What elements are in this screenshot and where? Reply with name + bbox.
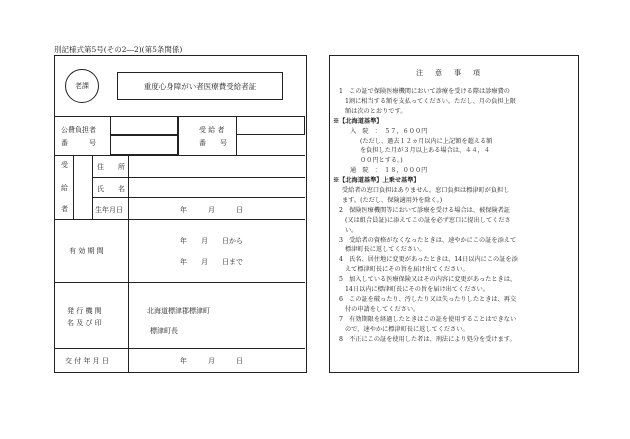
issuer-head: 標津町長 [150, 327, 178, 335]
divider [178, 116, 179, 155]
note-line: 6 この証を破ったり、汚したり又は失ったりしたときは、再交 [339, 295, 517, 303]
recipient-number-label: 番 号 [199, 139, 227, 147]
certificate-card [54, 55, 307, 373]
issuer-label: 名 及 び 印 [67, 319, 102, 327]
name-label: 氏 名 [97, 185, 125, 193]
valid-from: 年 月 日から [180, 237, 243, 245]
divider [128, 348, 129, 372]
note-line: 1 この証で保険医療機関において診療を受ける際は診療費の [339, 88, 510, 95]
recipient-side-label: 受 [61, 161, 68, 169]
note-line: い。 [345, 226, 358, 234]
note-line: 14日以内に標津町長にその旨を届け出てください。 [345, 286, 489, 293]
divider [55, 219, 305, 220]
note-line: 4 氏名、居住地に変更があったときは、14日以内にこの証を添 [339, 256, 518, 264]
divider [128, 282, 129, 348]
note-line: 1割に相当する額を支払ってください。ただし、月の負担上限 [345, 97, 516, 105]
address-label: 住 所 [97, 163, 125, 171]
note-line: 2 保険医療機関等において診療を受ける場合は、被保険者証 [339, 206, 510, 214]
divider [55, 282, 305, 283]
divider [55, 348, 305, 349]
note-line: 3 受給者の資格がなくなったときは、速やかにこの証を添えて [339, 236, 517, 244]
insurer-number-label: 公費負担者 [61, 126, 96, 134]
birthdate-value: 年 月 日 [180, 206, 243, 214]
divider [92, 155, 93, 219]
note-line: 8 不正にこの証を使用した者は、刑法により処分を受けます。 [339, 335, 516, 343]
note-line: 額は次のとおりです。 [345, 107, 407, 115]
note-line: 7 有効期限を経過したときはこの証を使用することはできない [339, 315, 517, 323]
note-line: ※【北海道基準】 [333, 117, 383, 125]
notes-title: 注意事項 [416, 69, 492, 77]
divider [128, 219, 129, 282]
note-line: ００円とする。) [360, 157, 403, 165]
recipient-side-label: 者 [61, 205, 68, 213]
issue-date-value: 年 月 日 [180, 357, 243, 365]
recipient-side-label: 給 [61, 184, 68, 192]
birthdate-label: 生年月日 [95, 206, 123, 214]
recipient-number-label: 受 給 者 [199, 126, 225, 134]
recipient-number-field[interactable] [236, 116, 305, 135]
valid-to: 年 月 日まで [180, 258, 243, 266]
note-line: ので、速やかに標津町長に返してください。 [345, 325, 469, 333]
divider [73, 155, 74, 219]
note-line: えて標津町長にその旨を届け出てください。 [345, 266, 469, 274]
insurer-number-field[interactable] [110, 135, 178, 155]
note-line: ます。(ただし、保険適用外を除く。) [342, 196, 443, 204]
note-line: 標津町長に返してください。 [345, 246, 426, 254]
note-line: 付の申請をしてください。 [345, 305, 420, 313]
note-line: 通 院 ： １８，０００円 [350, 167, 428, 175]
form-caption: 別記様式第5号(その2―2)(第5条関係) [54, 45, 183, 54]
insurer-number-field[interactable] [110, 116, 178, 135]
issue-date-label: 交 付 年 月 日 [65, 357, 109, 365]
divider [92, 197, 305, 198]
notes-card [329, 55, 579, 373]
note-line: (ただし、過去１２ヵ月以内に上記額を超える額 [360, 137, 493, 145]
certificate-title: 重度心身障がい者医療費受給者証 [117, 72, 283, 100]
note-line: 5 加入している医療保険又はその内容に変更があったときは、 [339, 276, 517, 284]
note-line: 入 院 ： ５７，６００円 [350, 127, 428, 135]
valid-period-label: 有 効 期 間 [69, 247, 104, 255]
issuer-label: 発 行 機 関 [67, 307, 102, 315]
divider [128, 155, 129, 219]
note-line: ※【北海道基準】上乗せ基準】 [333, 177, 420, 185]
divider [92, 177, 305, 178]
seal-stamp: 老課 [65, 69, 99, 103]
note-line: (又は組合員証)に添えてこの証を必ず窓口に提出してくださ [345, 216, 511, 224]
note-line: を負担した月が３月以上ある場合は、４４，４ [360, 147, 490, 155]
insurer-number-label: 番 号 [61, 139, 96, 147]
issuer-organization: 北海道標津郡標津町 [147, 307, 210, 315]
note-line: 受給者の窓口負担はありません。窓口負担は標津町が負担し [342, 187, 510, 194]
